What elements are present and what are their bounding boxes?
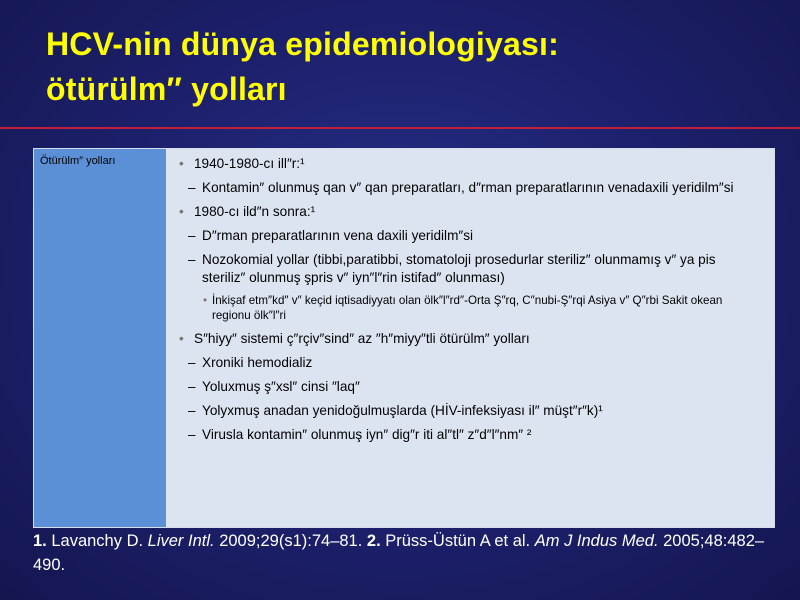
slide-title-line-1: HCV-nin dünya epidemiologiyası: <box>46 26 559 62</box>
slide-title <box>46 22 766 112</box>
list-item: – Yoluxmuş ş″xsl″ cinsi ″laq″ <box>174 378 762 396</box>
ref-1-details: 2009;29(s1):74–81. <box>214 532 367 550</box>
list-item: – Xroniki hemodializ <box>174 354 762 372</box>
references <box>33 529 773 577</box>
list-item: – Kontamin″ olunmuş qan v″ qan preparatları, d″rman preparatlarının venadaxili yeridilm″si <box>174 179 762 197</box>
transmission-table <box>33 148 775 528</box>
ref-2-journal: Am J Indus Med. <box>534 532 659 550</box>
list-item: – Yolyxmuş anadan yenidoğulmuşlarda (HİV-infeksiyası il″ müşt″r″k)¹ <box>174 402 762 420</box>
title-divider <box>0 127 800 129</box>
list-item: • İnkişaf etm″kd″ v″ keçid iqtisadiyyatı olan ölk″l″rd″-Orta Ş″rq, C″nubi-Ş″rqi Asiya v″ Q″rbi Sakit okean regionu ölk″l″ri <box>174 293 762 323</box>
table-content-cell <box>166 149 774 527</box>
ref-1-author: Lavanchy D. <box>46 532 148 550</box>
ref-1-journal: Liver Intl. <box>147 532 215 550</box>
ref-2-details: 2005;48:482–490. <box>33 532 765 574</box>
list-item: • S″hiyy″ sistemi ç″rçiv″sind″ az ″h″miyy″tli ötürülm″ yolları <box>174 330 762 348</box>
slide-title-line-2: ötürülm″ yolları <box>46 71 287 107</box>
table-header-label: Ötürülm″ yolları <box>40 155 116 167</box>
table-header-cell <box>34 149 166 527</box>
ref-2-author: Prüss-Üstün A et al. <box>380 532 535 550</box>
list-item: – Nozokomial yollar (tibbi,paratibbi, stomatoloji prosedurlar steriliz″ olunmamış v″ ya pis steriliz″ olunmuş şpris v″ iyn″l″rin istifad″ olunması) <box>174 251 762 287</box>
list-item: – Virusla kontamin″ olunmuş iyn″ dig″r iti al″tl″ z″d″l″nm″ ² <box>174 426 762 444</box>
list-item: – D″rman preparatlarının vena daxili yeridilm″si <box>174 227 762 245</box>
ref-2-number: 2. <box>366 532 381 550</box>
list-item: • 1940-1980-cı ill″r:¹ <box>174 155 762 173</box>
list-item: • 1980-cı ild″n sonra:¹ <box>174 203 762 221</box>
ref-1-number: 1. <box>33 532 47 550</box>
